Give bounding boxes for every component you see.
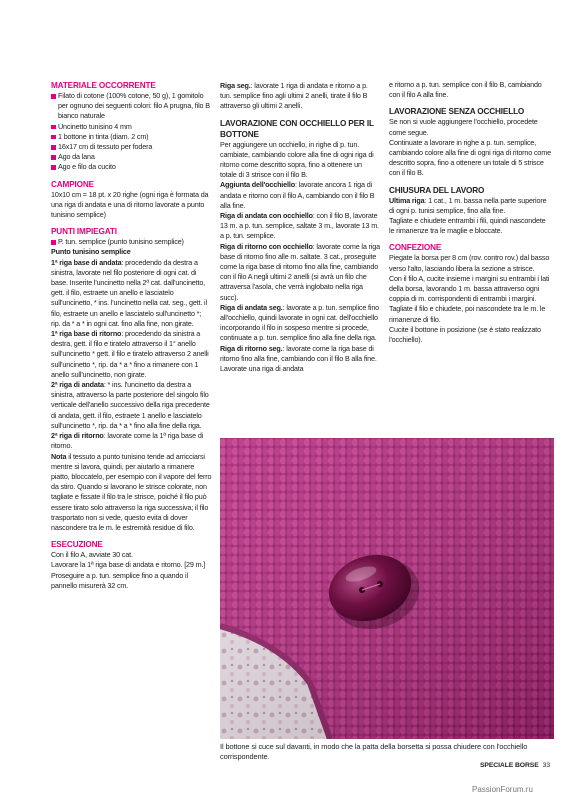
paragraph: 2ª riga di andata: * ins. l'uncinetto da destra a sinistra, attraverso la parte posteriore del singolo filo verticale dell'anello successivo della riga precedente di andata, gett. il filo, estraete 1 anello e lasciatelo sull'uncinetto *, rip. da * a * fino alla fine della riga.: [51, 380, 210, 430]
paragraph: Aggiunta dell'occhiello: lavorate ancora 1 riga di andata e ritorno con il filo A, cambiando con il filo B alla fine.: [220, 180, 375, 210]
paragraph: 2ª riga di ritorno: lavorate come la 1ª riga base di ritorno.: [51, 431, 204, 451]
paragraph: Ultima riga: 1 cat., 1 m. bassa nella parte superiore di ogni p. tunisi semplice, fino alla fine.: [389, 195, 547, 215]
stitch-subheading: Punto tunisino semplice: [51, 247, 131, 257]
heading-senza-occhiello: LAVORAZIONE SENZA OCCHIELLO: [389, 107, 525, 117]
paragraph: Riga di ritorno seg.: lavorate come la riga base di ritorno fino alla fine, cambiando con il filo B alla fine. Lavorate una riga di andata: [220, 343, 377, 374]
list-item: Filato di cotone (100% cotone, 50 g), 1 gomitolo per ognuno dei seguenti colori: filo A prugna, filo B bianco naturale: [51, 91, 212, 122]
paragraph: Proseguire a p. tun. semplice fino a quando il pannello misurerà 32 cm.: [51, 570, 188, 590]
knit-texture-illustration: [220, 438, 554, 739]
list-item: P. tun. semplice (punto tunisino semplice): [51, 237, 212, 247]
paragraph: Riga di ritorno con occhiello: lavorate come la riga base di ritorno fino alle m. saltate. 3 cat., proseguite come la riga base di ritorno fino alla fine, cambiando con il filo A negli ultimi 2 anelli (si avrà un filo che attraversa l'asola, che verrà inglobato nella riga succ).: [220, 241, 380, 302]
list-item: Ago e filo da cucito: [51, 162, 212, 172]
paragraph: 1ª riga base di andata: procedendo da destra a sinistra, lavorate nel filo posteriore di ogni cat. di base. Inserite l'uncinetto nella 2ª cat. dall'uncinetto, gett. il filo, estraete un anello e lasciatelo sull'uncinetto, * ins. l'uncinetto nella cat. seg., gett. il filo, estraete un anello e lasciatelo sull'uncinetto *; rip. da * a * in ogni cat. fino alla fine, non girate.: [51, 257, 207, 328]
paragraph: 1ª riga base di ritorno: procedendo da sinistra a destra, gett. il filo e tiratelo attraverso il 1° anello sull'uncinetto * gett. il filo e tiratelo attraverso 2 anelli sull'uncinetto *, rip. da * a * fino a rimanere con 1 anello sull'uncinetto, non girate.: [51, 329, 209, 379]
paragraph: Riga di andata con occhiello: con il filo B, lavorate 13 m. a p. tun. semplice, saltate 3 m., lavorate 13 m. a p. tun. semplice.: [220, 211, 379, 241]
heading-esecuzione: ESECUZIONE: [51, 540, 103, 550]
paragraph: Riga seg.: lavorate 1 riga di andata e ritorno a p. tun. semplice fino agli ultimi 2 anelli, tirate il filo B attraverso gli ultimi 2 anelli.: [220, 81, 368, 111]
paragraph: e ritorno a p. tun. semplice con il filo B, cambiando con il filo A alla fine.: [389, 80, 542, 100]
list-item: 1 bottone in tinta (diam. 2 cm): [51, 132, 212, 142]
list-item: Uncinetto tunisino 4 mm: [51, 122, 212, 132]
page-number: 33: [542, 762, 551, 769]
paragraph: Con il filo A, avviate 30 cat.: [51, 550, 133, 560]
paragraph: Cucite il bottone in posizione (se è stato realizzato l'occhiello).: [389, 324, 541, 345]
paragraph: Lavorare la 1ª riga base di andata e ritorno. [29 m.]: [51, 560, 206, 570]
paragraph: Riga di andata seg.: lavorate a p. tun. semplice fino all'occhiello, quindi lavorate in ogni cat. dell'occhiello incorporando il filo in sospeso mentre si procede, continuate a p. tun. semplice fino alla fine della riga.: [220, 302, 380, 343]
page-footer: [480, 762, 550, 769]
paragraph: Per aggiungere un occhiello, in righe di p. tun. cambiate, cambiando colore alla fine di ogni riga di ritorno come descritto sopra, fino a ottenere un totale di 3 strisce con il filo B.: [220, 139, 374, 180]
paragraph: Piegate la borsa per 8 cm (rov. contro rov.) dal basso verso l'alto, lasciando libera la sezione a strisce.: [389, 253, 550, 273]
watermark: PassionForum.ru: [472, 785, 533, 794]
heading-campione: CAMPIONE: [51, 179, 94, 189]
magazine-section: SPECIALE BORSE: [480, 762, 539, 769]
paragraph: Se non si vuole aggiungere l'occhiello, procedete come segue.: [389, 117, 538, 137]
column-3: [389, 80, 552, 345]
column-2: [220, 81, 380, 374]
paragraph: Tagliate e chiudete entrambi i fili, quindi nascondete le rimanenze tra le maglie e bloccate.: [389, 216, 546, 236]
list-item: 16x17 cm di tessuto per fodera: [51, 142, 212, 152]
paragraph: Continuate a lavorare in righe a p. tun. semplice, cambiando colore alla fine di ogni riga di ritorno come descritto sopra, fino a ottenere un totale di 5 strisce con il filo B.: [389, 137, 551, 178]
column-1: [51, 80, 212, 591]
paragraph: Con il filo A, cucite insieme i margini su entrambi i lati della borsa, lavorando 1 m. bassa attraverso ogni coppia di m. corrispondenti di entrambi i margini. Tagliate il filo e chiudete, poi nascondete tra le m. le rimanenze di filo.: [389, 273, 550, 324]
list-item: Ago da lana: [51, 152, 212, 162]
stitch-list: [51, 237, 212, 247]
paragraph: Nota il tessuto a punto tunisino tende ad arricciarsi mentre si lavora, quindi, per aiutarlo a rimanere piatto, bloccatelo, per esempio con il vapore del ferro da stiro. Quando si lavorano le strisce colorate, non tagliate e fissate il filo tra le strisce, poiché il filo può essere tirato solo attraverso la riga successiva; il filo trasportato non si vede, questo evita di dover nascondere tra le m. le estremità residue di filo.: [51, 451, 212, 532]
photo-caption: Il bottone si cuce sul davanti, in modo che la patta della borsetta si possa chiudere con l'occhiello corrispondente.: [220, 742, 528, 761]
heading-punti: PUNTI IMPIEGATI: [51, 227, 117, 237]
campione-text: 10x10 cm = 18 pt. x 20 righe (ogni riga è formata da una riga di andata e una di ritorno lavorate a punto tunisino semplice): [51, 189, 209, 220]
knitted-bag-photo: [220, 438, 554, 739]
materials-list: [51, 91, 212, 173]
heading-chiusura: CHIUSURA DEL LAVORO: [389, 185, 485, 195]
heading-materiale: MATERIALE OCCORRENTE: [51, 81, 156, 90]
heading-occhiello: LAVORAZIONE CON OCCHIELLO PER IL BOTTONE: [220, 118, 374, 139]
heading-confezione: CONFEZIONE: [389, 243, 442, 253]
